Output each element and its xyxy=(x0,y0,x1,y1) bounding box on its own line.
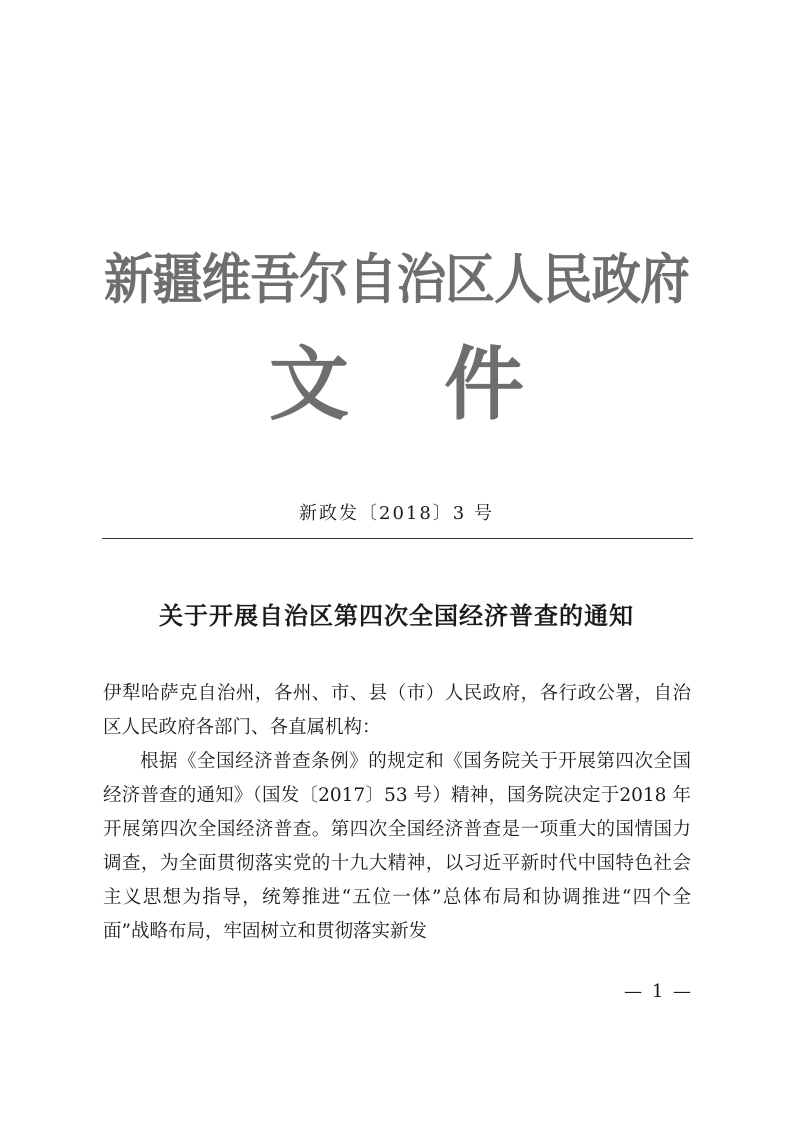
document-number: 新政发〔2018〕3 号 xyxy=(299,503,494,524)
document-title: 关于开展自治区第四次全国经济普查的通知 xyxy=(159,602,634,630)
masthead-doc-type: 文件 xyxy=(269,338,619,431)
body-paragraph: 根据《全国经济普查条例》的规定和《国务院关于开展第四次全国经济普查的通知》（国发〔2017〕53 号）精神，国务院决定于2018 年开展第四次全国经济普查。第四次全国经济普查是一项重大的国情国力调查，为全面贯彻落实党的十九大精神，以习近平新时代中国特色社会主义思想为指导，统筹推进“五位一体”总体布局和协调推进“四个全面”战略布局，牢固树立和贯彻落实新发 xyxy=(103,751,691,942)
page-number: — 1 — xyxy=(624,981,693,1002)
document-body xyxy=(103,677,691,949)
separator-rule xyxy=(102,538,693,539)
masthead-issuer: 新疆维吾尔自治区人民政府 xyxy=(103,248,690,311)
salutation: 伊犁哈萨克自治州，各州、市、县（市）人民政府，各行政公署，自治区人民政府各部门、各直属机构： xyxy=(103,683,691,738)
